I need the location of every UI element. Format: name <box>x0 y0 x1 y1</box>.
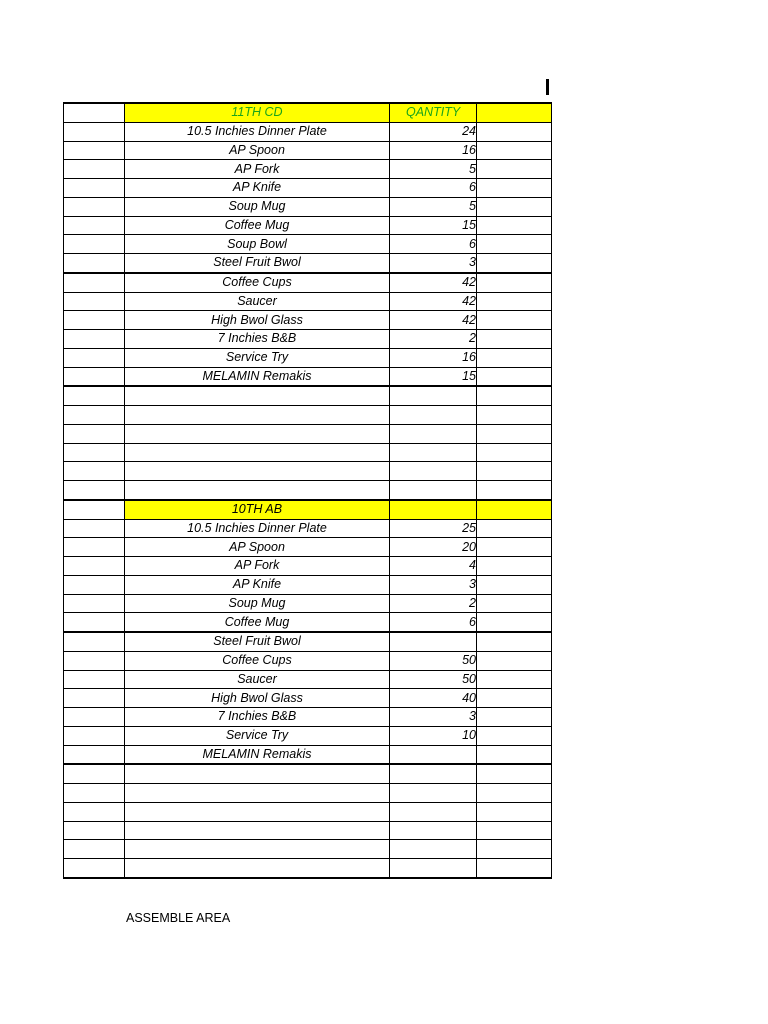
quantity-cell[interactable]: 3 <box>390 575 477 594</box>
extra-cell[interactable] <box>477 802 552 821</box>
quantity-cell[interactable]: 15 <box>390 216 477 235</box>
row-index-cell[interactable] <box>64 367 125 386</box>
extra-cell[interactable] <box>477 557 552 576</box>
table-row <box>64 235 552 254</box>
quantity-cell[interactable]: 5 <box>390 197 477 216</box>
item-name-cell[interactable]: Coffee Mug <box>125 216 390 235</box>
row-index-cell[interactable] <box>64 292 125 311</box>
empty-row <box>64 784 552 803</box>
item-name-cell[interactable]: High Bwol Glass <box>125 311 390 330</box>
extra-cell[interactable] <box>477 367 552 386</box>
extra-cell[interactable] <box>477 160 552 179</box>
table-row <box>64 122 552 141</box>
section-header-row <box>64 500 552 519</box>
row-index-cell[interactable] <box>64 575 125 594</box>
quantity-cell[interactable] <box>390 406 477 425</box>
empty-row <box>64 386 552 405</box>
extra-cell[interactable] <box>477 726 552 745</box>
quantity-cell[interactable]: 16 <box>390 141 477 160</box>
extra-cell[interactable] <box>477 216 552 235</box>
table-row <box>64 330 552 349</box>
quantity-cell[interactable]: 25 <box>390 519 477 538</box>
extra-cell[interactable] <box>477 784 552 803</box>
table-row <box>64 179 552 198</box>
row-index-cell[interactable] <box>64 519 125 538</box>
row-index-cell[interactable] <box>64 651 125 670</box>
table-row <box>64 745 552 764</box>
row-index-cell[interactable] <box>64 254 125 273</box>
row-index-cell[interactable] <box>64 613 125 632</box>
quantity-cell[interactable] <box>390 386 477 405</box>
item-name-cell[interactable] <box>125 406 390 425</box>
item-name-cell[interactable]: AP Spoon <box>125 538 390 557</box>
item-name-cell[interactable]: Saucer <box>125 292 390 311</box>
quantity-cell[interactable]: 20 <box>390 538 477 557</box>
row-index-cell[interactable] <box>64 821 125 840</box>
row-index-cell[interactable] <box>64 160 125 179</box>
row-index-cell[interactable] <box>64 802 125 821</box>
quantity-cell[interactable]: 15 <box>390 367 477 386</box>
extra-cell[interactable] <box>477 670 552 689</box>
quantity-header-cell[interactable]: QANTITY <box>390 103 477 122</box>
item-name-cell[interactable] <box>125 784 390 803</box>
item-name-cell[interactable] <box>125 424 390 443</box>
header-extra-cell[interactable] <box>477 103 552 122</box>
empty-row <box>64 859 552 878</box>
extra-cell[interactable] <box>477 292 552 311</box>
row-index-cell[interactable] <box>64 708 125 727</box>
table-row <box>64 254 552 273</box>
extra-cell[interactable] <box>477 764 552 783</box>
item-name-cell[interactable]: Soup Mug <box>125 594 390 613</box>
quantity-cell[interactable] <box>390 764 477 783</box>
section-title-cell[interactable]: 11TH CD <box>125 103 390 122</box>
item-name-cell[interactable] <box>125 821 390 840</box>
row-index-cell[interactable] <box>64 141 125 160</box>
extra-cell[interactable] <box>477 481 552 500</box>
item-name-cell[interactable]: AP Fork <box>125 557 390 576</box>
extra-cell[interactable] <box>477 311 552 330</box>
item-name-cell[interactable]: Service Try <box>125 726 390 745</box>
extra-cell[interactable] <box>477 348 552 367</box>
extra-cell[interactable] <box>477 197 552 216</box>
extra-cell[interactable] <box>477 538 552 557</box>
extra-cell[interactable] <box>477 821 552 840</box>
table-row <box>64 141 552 160</box>
item-name-cell[interactable]: AP Knife <box>125 179 390 198</box>
item-name-cell[interactable] <box>125 443 390 462</box>
extra-cell[interactable] <box>477 594 552 613</box>
extra-cell[interactable] <box>477 443 552 462</box>
extra-cell[interactable] <box>477 273 552 292</box>
quantity-cell[interactable]: 6 <box>390 613 477 632</box>
extra-cell[interactable] <box>477 575 552 594</box>
row-index-cell[interactable] <box>64 330 125 349</box>
empty-row <box>64 840 552 859</box>
item-name-cell[interactable]: 7 Inchies B&B <box>125 330 390 349</box>
item-name-cell[interactable]: 10.5 Inchies Dinner Plate <box>125 122 390 141</box>
extra-cell[interactable] <box>477 235 552 254</box>
cell-cursor-mark <box>546 79 549 95</box>
extra-cell[interactable] <box>477 122 552 141</box>
quantity-cell[interactable]: 50 <box>390 651 477 670</box>
quantity-cell[interactable]: 10 <box>390 726 477 745</box>
item-name-cell[interactable]: Steel Fruit Bwol <box>125 632 390 651</box>
row-index-cell[interactable] <box>64 103 125 122</box>
row-index-cell[interactable] <box>64 311 125 330</box>
quantity-cell[interactable]: 5 <box>390 160 477 179</box>
item-name-cell[interactable]: Coffee Cups <box>125 651 390 670</box>
row-index-cell[interactable] <box>64 443 125 462</box>
row-index-cell[interactable] <box>64 406 125 425</box>
row-index-cell[interactable] <box>64 348 125 367</box>
row-index-cell[interactable] <box>64 500 125 519</box>
empty-row <box>64 764 552 783</box>
row-index-cell[interactable] <box>64 481 125 500</box>
section-title-cell[interactable]: 10TH AB <box>125 500 390 519</box>
row-index-cell[interactable] <box>64 386 125 405</box>
empty-row <box>64 802 552 821</box>
row-index-cell[interactable] <box>64 745 125 764</box>
extra-cell[interactable] <box>477 651 552 670</box>
quantity-cell[interactable]: 50 <box>390 670 477 689</box>
item-name-cell[interactable]: AP Fork <box>125 160 390 179</box>
item-name-cell[interactable]: Coffee Cups <box>125 273 390 292</box>
extra-cell[interactable] <box>477 330 552 349</box>
quantity-cell[interactable] <box>390 745 477 764</box>
header-extra-cell[interactable] <box>477 500 552 519</box>
item-name-cell[interactable]: 10.5 Inchies Dinner Plate <box>125 519 390 538</box>
table-row <box>64 632 552 651</box>
item-name-cell[interactable] <box>125 462 390 481</box>
item-name-cell[interactable] <box>125 840 390 859</box>
extra-cell[interactable] <box>477 745 552 764</box>
quantity-cell[interactable]: 2 <box>390 594 477 613</box>
extra-cell[interactable] <box>477 689 552 708</box>
extra-cell[interactable] <box>477 254 552 273</box>
quantity-cell[interactable]: 42 <box>390 311 477 330</box>
extra-cell[interactable] <box>477 386 552 405</box>
row-index-cell[interactable] <box>64 689 125 708</box>
row-index-cell[interactable] <box>64 424 125 443</box>
row-index-cell[interactable] <box>64 273 125 292</box>
table-row <box>64 594 552 613</box>
item-name-cell[interactable]: Service Try <box>125 348 390 367</box>
extra-cell[interactable] <box>477 859 552 878</box>
extra-cell[interactable] <box>477 708 552 727</box>
quantity-cell[interactable] <box>390 859 477 878</box>
extra-cell[interactable] <box>477 179 552 198</box>
extra-cell[interactable] <box>477 406 552 425</box>
empty-row <box>64 443 552 462</box>
quantity-cell[interactable]: 6 <box>390 179 477 198</box>
row-index-cell[interactable] <box>64 784 125 803</box>
quantity-cell[interactable]: 3 <box>390 708 477 727</box>
spreadsheet-body <box>64 103 552 878</box>
empty-row <box>64 821 552 840</box>
row-index-cell[interactable] <box>64 840 125 859</box>
item-name-cell[interactable] <box>125 859 390 878</box>
empty-row <box>64 462 552 481</box>
table-row <box>64 160 552 179</box>
quantity-cell[interactable]: 3 <box>390 254 477 273</box>
quantity-cell[interactable]: 42 <box>390 292 477 311</box>
table-row <box>64 726 552 745</box>
item-name-cell[interactable] <box>125 764 390 783</box>
table-row <box>64 575 552 594</box>
extra-cell[interactable] <box>477 462 552 481</box>
quantity-header-cell[interactable] <box>390 500 477 519</box>
table-row <box>64 613 552 632</box>
quantity-cell[interactable]: 40 <box>390 689 477 708</box>
table-row <box>64 689 552 708</box>
extra-cell[interactable] <box>477 424 552 443</box>
extra-cell[interactable] <box>477 613 552 632</box>
item-name-cell[interactable]: MELAMIN Remakis <box>125 367 390 386</box>
item-name-cell[interactable]: Steel Fruit Bwol <box>125 254 390 273</box>
spreadsheet-table <box>63 102 552 879</box>
quantity-cell[interactable] <box>390 784 477 803</box>
empty-row <box>64 481 552 500</box>
quantity-cell[interactable] <box>390 821 477 840</box>
table-row <box>64 273 552 292</box>
quantity-cell[interactable]: 42 <box>390 273 477 292</box>
footer-label: ASSEMBLE AREA <box>126 911 231 925</box>
item-name-cell[interactable]: Coffee Mug <box>125 613 390 632</box>
extra-cell[interactable] <box>477 519 552 538</box>
quantity-cell[interactable] <box>390 802 477 821</box>
row-index-cell[interactable] <box>64 538 125 557</box>
empty-row <box>64 424 552 443</box>
item-name-cell[interactable] <box>125 481 390 500</box>
table-row <box>64 197 552 216</box>
item-name-cell[interactable]: AP Knife <box>125 575 390 594</box>
quantity-cell[interactable]: 6 <box>390 235 477 254</box>
item-name-cell[interactable]: High Bwol Glass <box>125 689 390 708</box>
row-index-cell[interactable] <box>64 594 125 613</box>
row-index-cell[interactable] <box>64 179 125 198</box>
quantity-cell[interactable]: 16 <box>390 348 477 367</box>
item-name-cell[interactable]: MELAMIN Remakis <box>125 745 390 764</box>
quantity-cell[interactable] <box>390 462 477 481</box>
row-index-cell[interactable] <box>64 197 125 216</box>
quantity-cell[interactable] <box>390 424 477 443</box>
item-name-cell[interactable] <box>125 386 390 405</box>
extra-cell[interactable] <box>477 632 552 651</box>
quantity-cell[interactable] <box>390 443 477 462</box>
quantity-cell[interactable]: 2 <box>390 330 477 349</box>
table-row <box>64 216 552 235</box>
row-index-cell[interactable] <box>64 216 125 235</box>
item-name-cell[interactable]: Soup Bowl <box>125 235 390 254</box>
row-index-cell[interactable] <box>64 726 125 745</box>
empty-row <box>64 406 552 425</box>
row-index-cell[interactable] <box>64 632 125 651</box>
row-index-cell[interactable] <box>64 557 125 576</box>
table-row <box>64 557 552 576</box>
section-header-row <box>64 103 552 122</box>
row-index-cell[interactable] <box>64 859 125 878</box>
quantity-cell[interactable] <box>390 481 477 500</box>
table-row <box>64 670 552 689</box>
table-row <box>64 311 552 330</box>
quantity-cell[interactable] <box>390 632 477 651</box>
row-index-cell[interactable] <box>64 122 125 141</box>
quantity-cell[interactable]: 24 <box>390 122 477 141</box>
table-row <box>64 708 552 727</box>
row-index-cell[interactable] <box>64 764 125 783</box>
extra-cell[interactable] <box>477 840 552 859</box>
quantity-cell[interactable]: 4 <box>390 557 477 576</box>
table-row <box>64 292 552 311</box>
table-row <box>64 367 552 386</box>
table-row <box>64 538 552 557</box>
extra-cell[interactable] <box>477 141 552 160</box>
row-index-cell[interactable] <box>64 462 125 481</box>
item-name-cell[interactable] <box>125 802 390 821</box>
quantity-cell[interactable] <box>390 840 477 859</box>
table-row <box>64 519 552 538</box>
item-name-cell[interactable]: Soup Mug <box>125 197 390 216</box>
item-name-cell[interactable]: AP Spoon <box>125 141 390 160</box>
row-index-cell[interactable] <box>64 235 125 254</box>
table-row <box>64 651 552 670</box>
item-name-cell[interactable]: Saucer <box>125 670 390 689</box>
row-index-cell[interactable] <box>64 670 125 689</box>
item-name-cell[interactable]: 7 Inchies B&B <box>125 708 390 727</box>
table-row <box>64 348 552 367</box>
